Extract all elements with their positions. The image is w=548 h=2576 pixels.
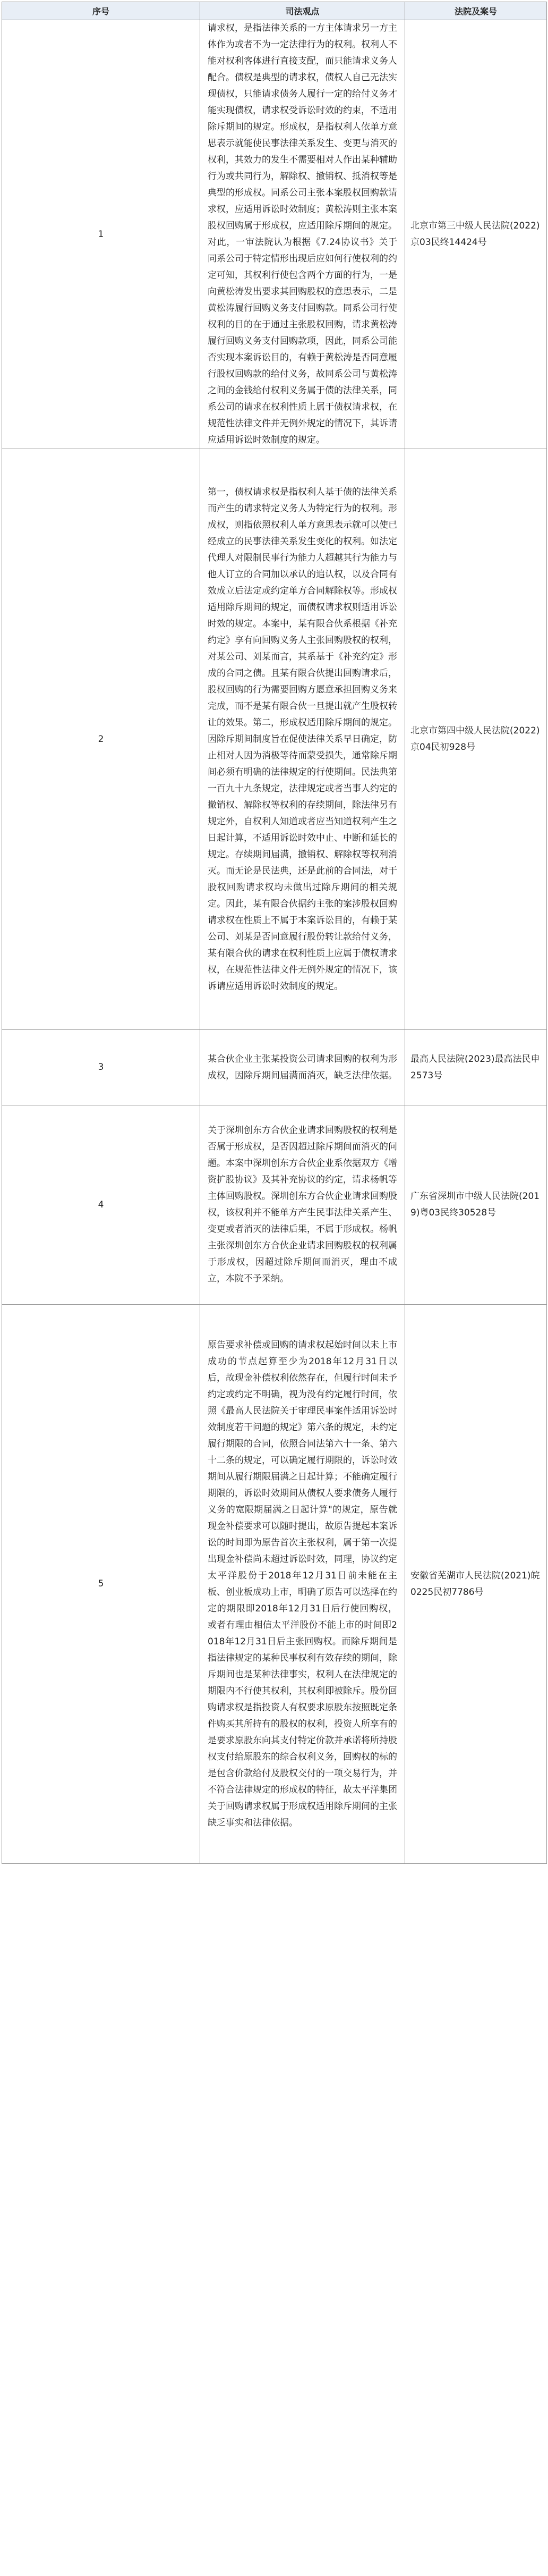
header-view: 司法观点: [200, 2, 405, 20]
court-case-number: 北京市第三中级人民法院(2022)京03民终14424号: [405, 20, 547, 449]
court-case-number: 最高人民法院(2023)最高法民申2573号: [405, 1030, 547, 1105]
table-row: [2, 449, 547, 1030]
row-number: 2: [2, 449, 200, 1030]
table-row: [2, 1305, 547, 1864]
judicial-view: 原告要求补偿或回购的请求权起始时间以未上市成功的节点起算至少为2018年12月31日以后，故现金补偿权利依然存在，但履行时间未予约定或约定不明确，视为没有约定履行时间，依照《最高人民法院关于审理民事案件适用诉讼时效制度若干问题的规定》第六条的规定，未约定履行期限的合同，依照合同法第六十一条、第六十二条的规定，可以确定履行期限的，诉讼时效期间从履行期限届满之日起计算；不能确定履行期限的，诉讼时效期间从债权人要求债务人履行义务的宽限期届满之日起计算"的规定，原告就现金补偿要求可以随时提出，故原告提起本案诉讼的时间即为原告首次主张权利，属于第一次提出现金补偿尚未超过诉讼时效，同理，协议约定太平洋股份于2018年12月31日前未能在主板、创业板成功上市，明确了原告可以选择在约定的期限即2018年12月31日后行使回购权，或者有理由相信太平洋股份不能上市的时间即2018年12月31日后主张回购权。而除斥期间是指法律规定的某种民事权利有效存续的期间，除斥期间也是某种法律事实，权利人在法律规定的期限内不行使其权利，其权利即被除斥。股份回购请求权是指投资人有权要求原股东按照既定条件购买其所持有的股权的权利，投资人所享有的是要求原股东向其支付特定价款并承诺将所持股权支付给原股东的综合权利义务，回购权的标的是包含价款给付及股权交付的一项交易行为，并不符合法律规定的形成权的特征，故太平洋集团关于回购请求权属于形成权适用除斥期间的主张缺乏事实和法律依据。: [200, 1305, 405, 1864]
court-case-number: 安徽省芜湖市人民法院(2021)皖0225民初7786号: [405, 1305, 547, 1864]
case-table: [2, 2, 547, 1864]
row-number: 1: [2, 20, 200, 449]
table-row: [2, 1105, 547, 1305]
header-row: [2, 2, 547, 20]
row-number: 5: [2, 1305, 200, 1864]
row-number: 4: [2, 1105, 200, 1305]
header-no: 序号: [2, 2, 200, 20]
table-row: [2, 1030, 547, 1105]
judicial-view: 请求权，是指法律关系的一方主体请求另一方主体作为或者不为一定法律行为的权利。权利人不能对权利客体进行直接支配，而只能请求义务人配合。债权是典型的请求权，债权人自己无法实现债权，只能请求债务人履行一定的给付义务才能实现债权，请求权受诉讼时效的约束，不适用除斥期间的规定。形成权，是指权利人依单方意思表示就能使民事法律关系发生、变更与消灭的权利，其效力的发生不需要相对人作出某种辅助行为或共同行为，解除权、撤销权、抵消权等是典型的形成权。同系公司主张本案股权回购款请求权，应适用诉讼时效制度；黄松涛则主张本案股权回购属于形成权，应适用除斥期间的规定。对此，一审法院认为根据《7.24协议书》关于同系公司于特定情形出现后应如何行使权利的约定可知，其权利行使包含两个方面的行为，一是向黄松涛发出要求其回购股权的意思表示，二是黄松涛履行回购义务支付回购款。同系公司行使权利的目的在于通过主张股权回购，请求黄松涛履行回购义务支付回购款项，因此，同系公司能否实现本案诉讼目的，有赖于黄松涛是否同意履行股权回购款的给付义务，故同系公司与黄松涛之间的金钱给付权利义务属于债的法律关系，同系公司的请求在权利性质上属于债权请求权，在规范性法律文件并无例外规定的情况下，其诉请应适用诉讼时效制度的规定。: [200, 20, 405, 449]
court-case-number: 广东省深圳市中级人民法院(2019)粤03民终30528号: [405, 1105, 547, 1305]
judicial-view: 关于深圳创东方合伙企业请求回购股权的权利是否属于形成权，是否因超过除斥期间而消灭的问题。本案中深圳创东方合伙企业系依据双方《增资扩股协议》及其补充协议的约定，请求杨帆等主体回购股权。深圳创东方合伙企业请求回购股权，该权利并不能单方产生民事法律关系产生、变更或者消灭的法律后果，不属于形成权。杨帆主张深圳创东方合伙企业请求回购股权的权利属于形成权，因超过除斥期间而消灭，理由不成立，本院不予采纳。: [200, 1105, 405, 1305]
table-row: [2, 20, 547, 449]
row-number: 3: [2, 1030, 200, 1105]
court-case-number: 北京市第四中级人民法院(2022)京04民初928号: [405, 449, 547, 1030]
judicial-view: 某合伙企业主张某投资公司请求回购的权利为形成权，因除斥期间届满而消灭，缺乏法律依据。: [200, 1030, 405, 1105]
judicial-view: 第一，债权请求权是指权利人基于债的法律关系而产生的请求特定义务人为特定行为的权利。形成权，则指依照权利人单方意思表示就可以使已经成立的民事法律关系发生变化的权利。如法定代理人对限制民事行为能力人超越其行为能力与他人订立的合同加以承认的追认权，以及合同有效成立后法定或约定单方合同解除权等。形成权适用除斥期间的规定，而债权请求权则适用诉讼时效的规定。本案中，某有限合伙系根据《补充约定》享有向回购义务人主张回购股权的权利，对某公司、刘某而言，其系基于《补充约定》形成的合同之债。且某有限合伙提出回购请求后，股权回购的行为需要回购方愿意承担回购义务来完成，而不是某有限合伙一旦提出就产生股权转让的效果。第二，形成权适用除斥期间的规定。因除斥期间制度旨在促使法律关系早日确定，防止相对人因为消极等待而蒙受损失，通常除斥期间必须有明确的法律规定的行使期间。民法典第一百九十九条规定，法律规定或者当事人约定的撤销权、解除权等权利的存续期间，除法律另有规定外，自权利人知道或者应当知道权利产生之日起计算，不适用诉讼时效中止、中断和延长的规定。存续期间届满，撤销权、解除权等权利消灭。而无论是民法典，还是此前的合同法，对于股权回购请求权均未做出过除斥期间的相关规定。因此，某有限合伙据约主张的案涉股权回购请求权在性质上不属于本案诉讼目的，有赖于某公司、刘某是否同意履行股份转让款给付义务，某有限合伙的请求在权利性质上应属于债权请求权，在规范性法律文件无例外规定的情况下，该诉请应适用诉讼时效制度的规定。: [200, 449, 405, 1030]
header-court: 法院及案号: [405, 2, 547, 20]
